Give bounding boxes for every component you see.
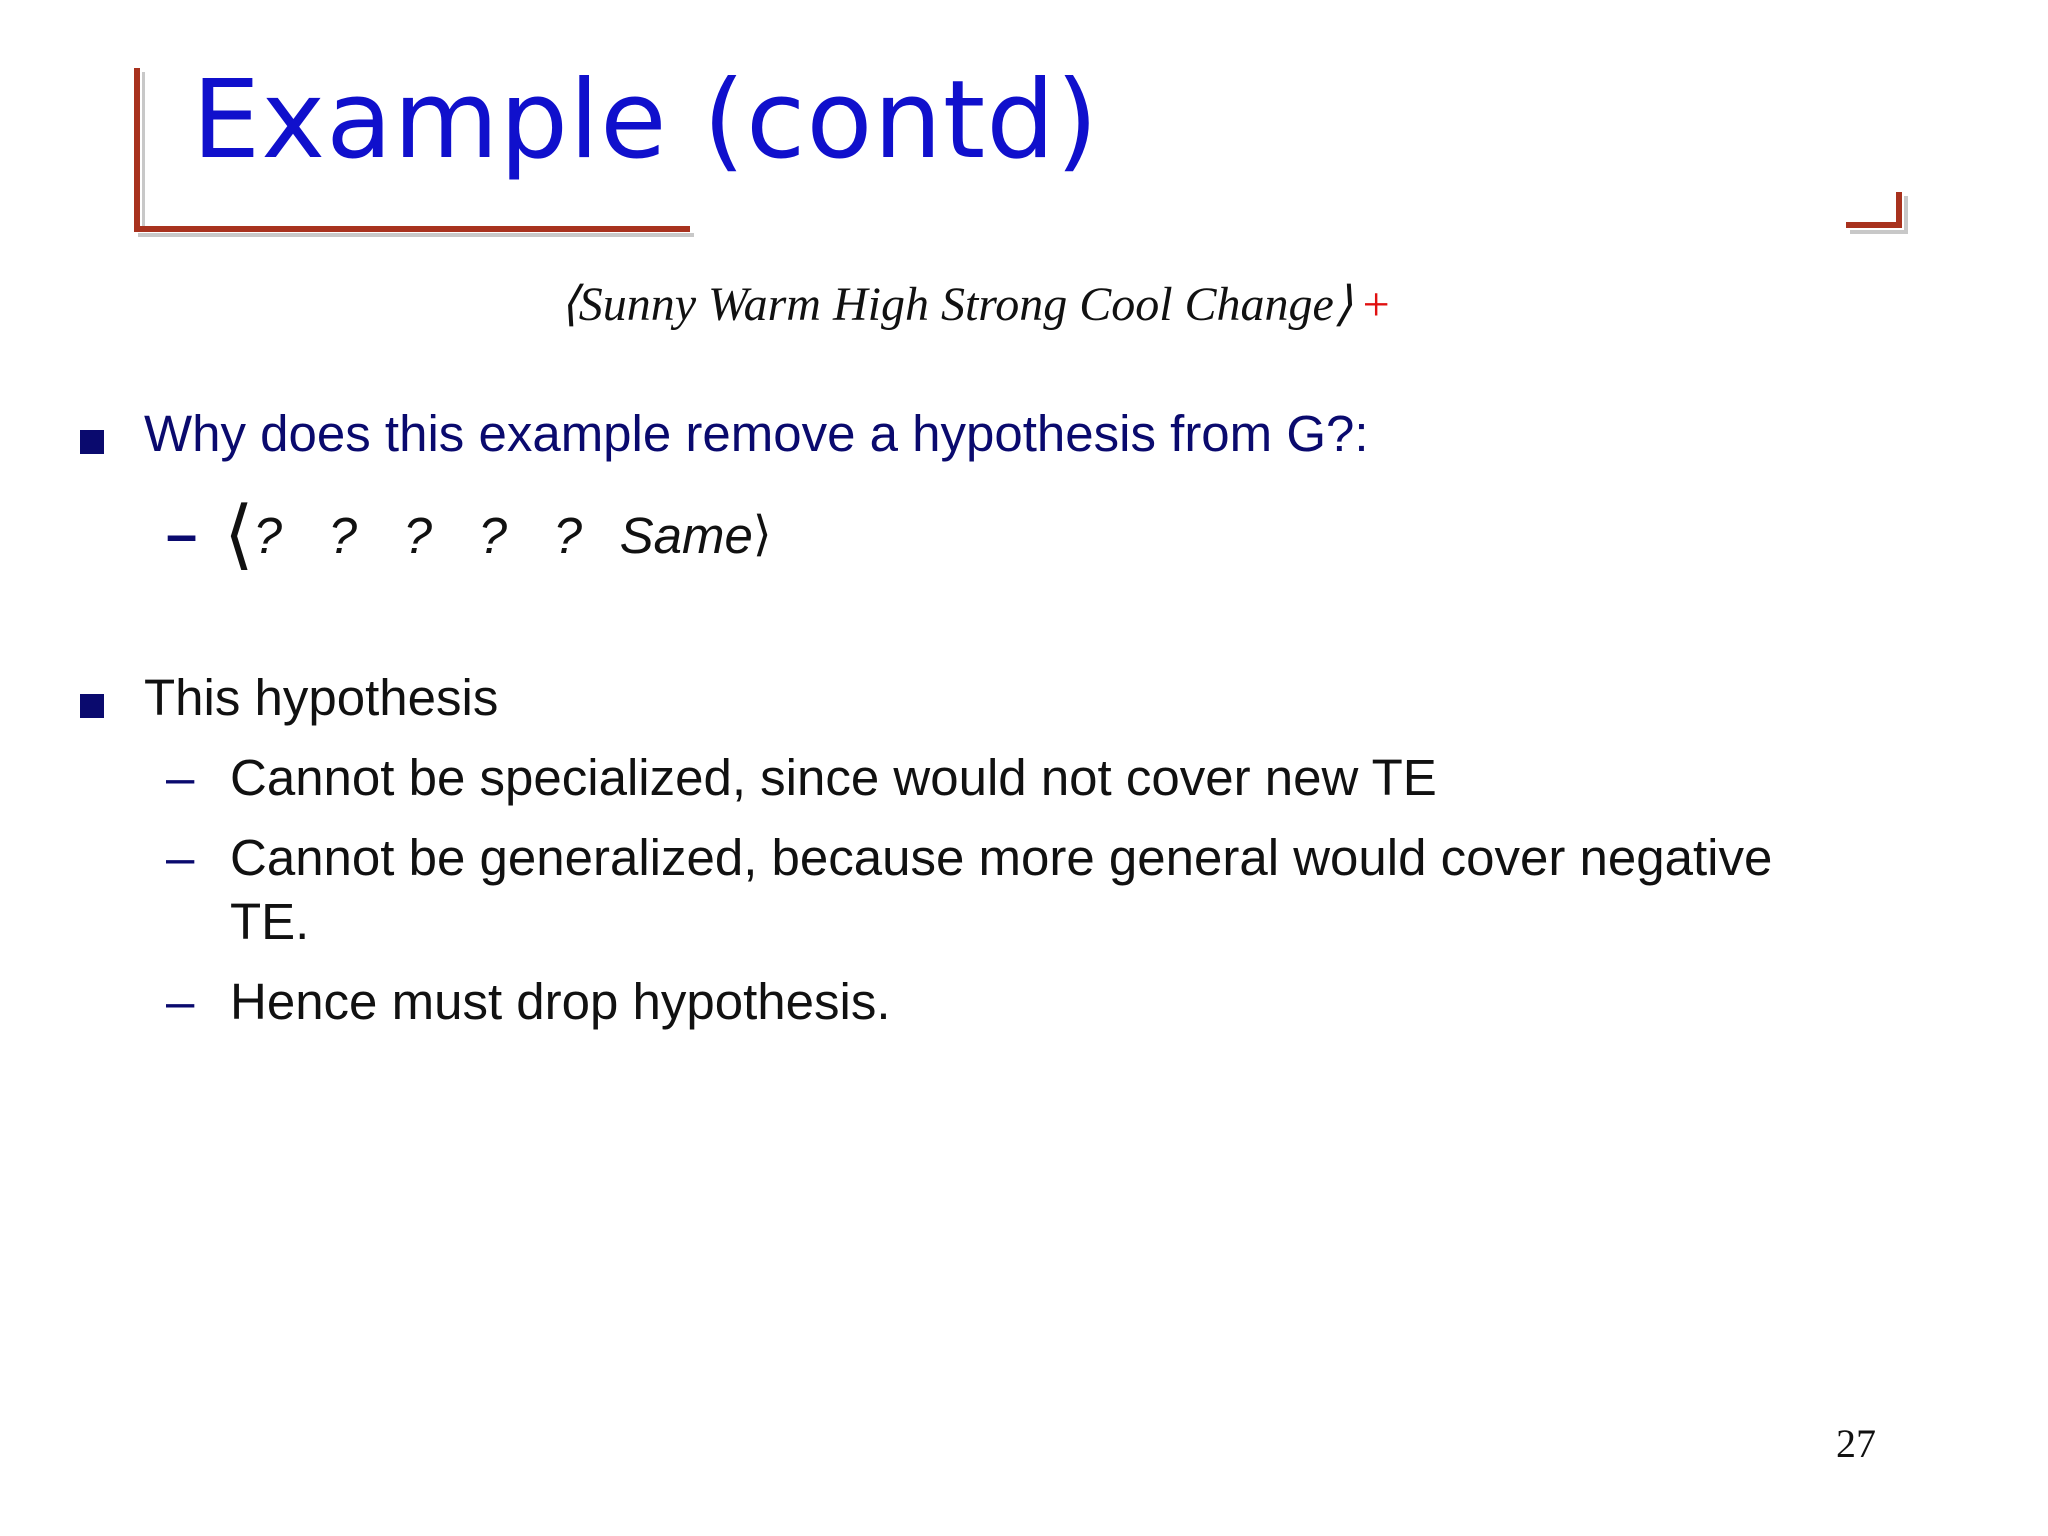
bullet-question-text: Why does this example remove a hypothesis from G?: — [144, 405, 1369, 462]
hypothesis-value: ? — [553, 506, 583, 564]
dash-icon: – — [166, 829, 195, 886]
training-example — [560, 276, 1390, 332]
title-frame-bottom — [134, 226, 690, 232]
hypothesis-value: ? — [403, 506, 433, 564]
sub-item-text: Cannot be specialized, since would not cover new TE — [230, 749, 1437, 806]
hypothesis-value: ? — [253, 506, 283, 564]
bullet-square-icon — [80, 694, 104, 718]
dash-icon: – — [166, 973, 195, 1030]
hypothesis-value-last: Same — [619, 506, 753, 564]
corner-frame — [1846, 192, 1902, 228]
slide-title: Example (contd) — [192, 58, 1099, 183]
bullet-square-icon — [80, 430, 104, 454]
title-frame-left — [134, 68, 140, 230]
dash-icon: – — [166, 749, 195, 806]
bullet-hypothesis-text: This hypothesis — [144, 669, 499, 726]
page-number: 27 — [1836, 1421, 1876, 1466]
hypothesis-value: ? — [328, 506, 358, 564]
sub-item-text: TE. — [230, 893, 310, 950]
sub-item-text: Cannot be generalized, because more general would cover negative — [230, 829, 1773, 886]
dash-icon: – — [166, 502, 198, 565]
title-frame-shadow-left — [142, 72, 145, 232]
training-example-label: + — [1362, 278, 1390, 331]
close-angle: ⟩ — [752, 508, 772, 561]
hypothesis-expression — [224, 493, 772, 577]
title-frame-shadow-bottom — [138, 233, 694, 237]
training-example-text: ⟨Sunny Warm High Strong Cool Change⟩ — [560, 278, 1353, 331]
sub-item-text: Hence must drop hypothesis. — [230, 973, 891, 1030]
open-angle: ⟨ — [224, 493, 254, 577]
hypothesis-value: ? — [478, 506, 508, 564]
